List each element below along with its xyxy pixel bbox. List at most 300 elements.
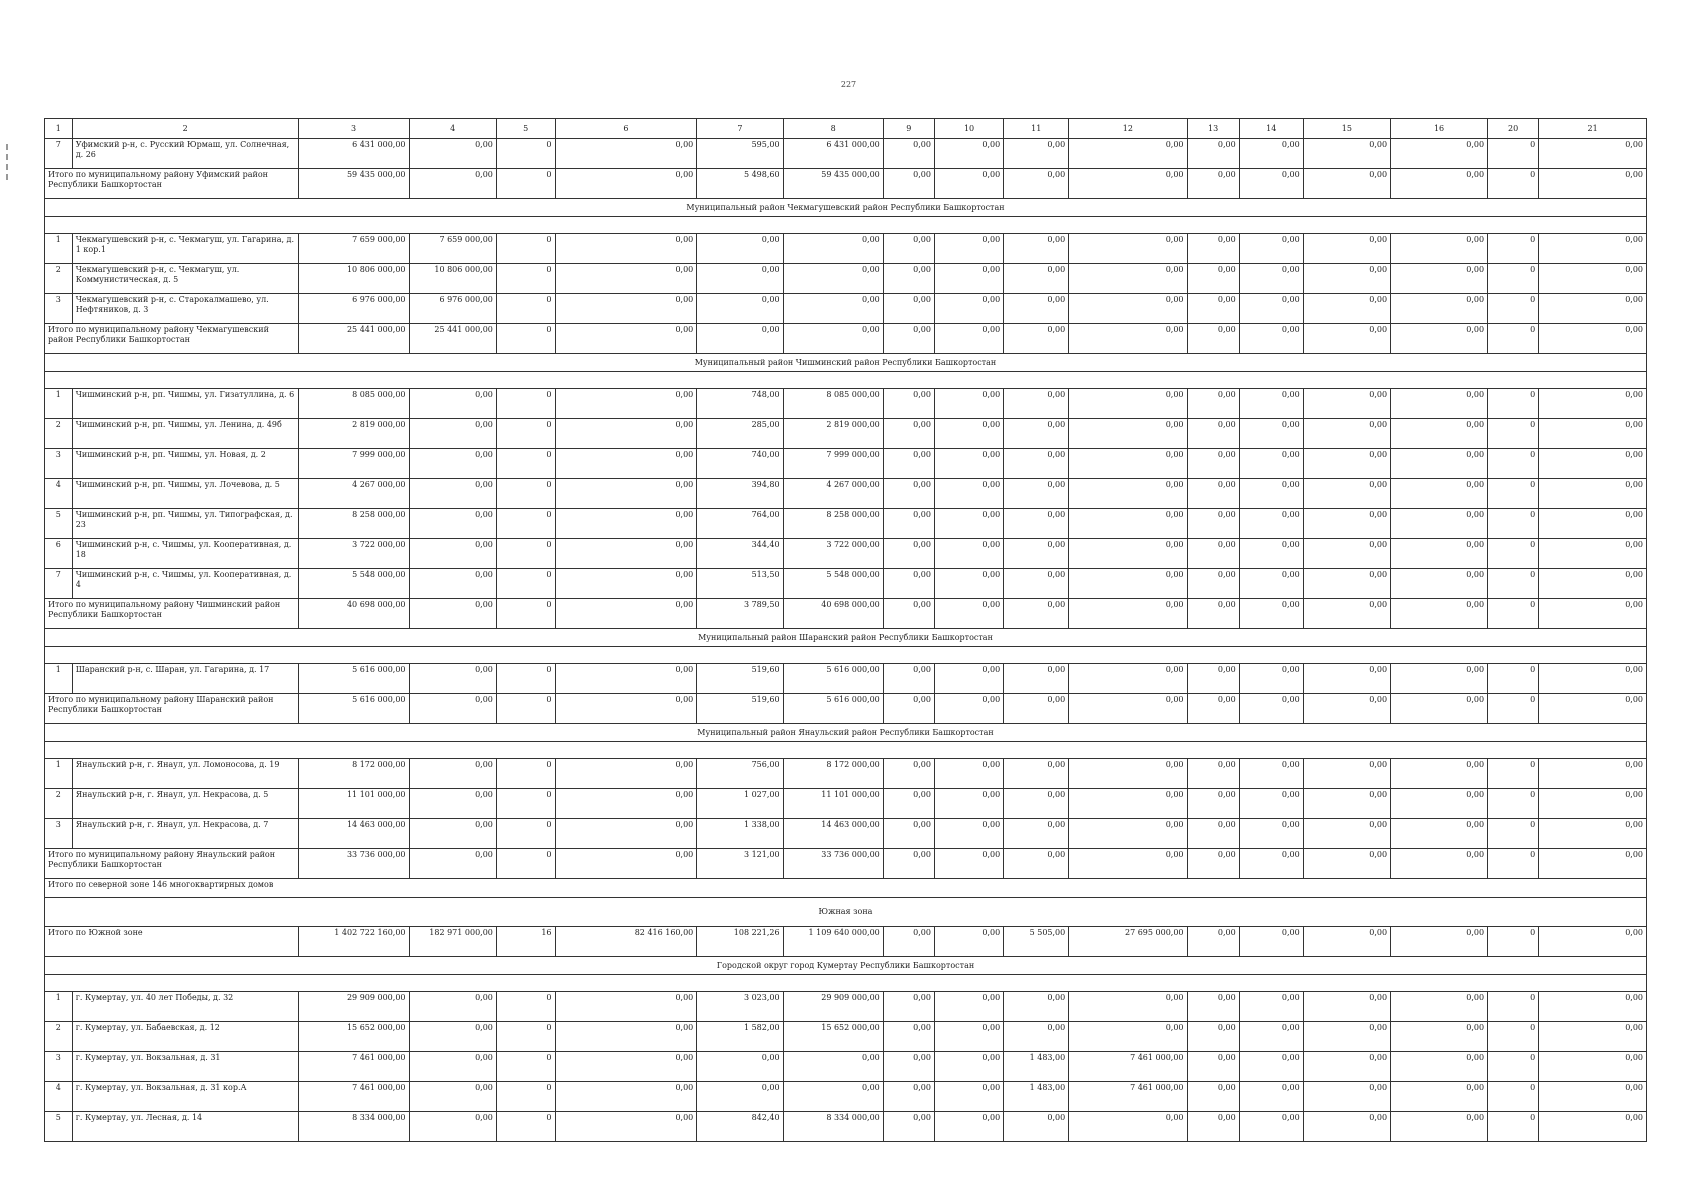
value-cell: 0,00 [1187,1022,1239,1052]
value-cell: 0,00 [555,509,697,539]
address-cell: г. Кумертау, ул. Вокзальная, д. 31 кор.А [72,1082,298,1112]
value-cell: 0,00 [1239,819,1303,849]
total-row [45,849,1647,879]
value-cell: 0,00 [883,234,934,264]
value-cell: 7 461 000,00 [298,1052,409,1082]
value-cell: 0,00 [1239,599,1303,629]
row-number: 5 [45,509,73,539]
value-cell: 11 101 000,00 [298,789,409,819]
value-cell: 0,00 [1391,927,1488,957]
column-number: 16 [1391,119,1488,139]
table-row [45,759,1647,789]
value-cell: 0,00 [1539,264,1647,294]
value-cell: 0,00 [783,294,883,324]
section-title: Муниципальный район Шаранский район Республики Башкортостан [45,629,1647,647]
value-cell: 0,00 [934,789,1003,819]
value-cell: 0,00 [1069,759,1187,789]
value-cell: 0 [1488,819,1539,849]
value-cell: 0 [496,234,555,264]
value-cell: 0,00 [1303,509,1390,539]
value-cell: 0 [1488,789,1539,819]
value-cell: 0,00 [409,1112,496,1142]
value-cell: 0,00 [1391,1022,1488,1052]
value-cell: 0,00 [1391,324,1488,354]
spacer-row [45,742,1647,759]
value-cell: 0,00 [1391,759,1488,789]
value-cell: 33 736 000,00 [298,849,409,879]
value-cell: 0 [496,449,555,479]
value-cell: 0,00 [883,569,934,599]
value-cell: 0,00 [1004,539,1069,569]
value-cell: 0 [496,1112,555,1142]
value-cell: 0,00 [1391,1112,1488,1142]
table-row [45,509,1647,539]
value-cell: 29 909 000,00 [783,992,883,1022]
column-number: 4 [409,119,496,139]
row-number: 6 [45,539,73,569]
value-cell: 0,00 [409,569,496,599]
value-cell: 0,00 [1069,449,1187,479]
value-cell: 27 695 000,00 [1069,927,1187,957]
value-cell: 0,00 [934,849,1003,879]
value-cell: 0,00 [1069,264,1187,294]
value-cell: 285,00 [697,419,783,449]
value-cell: 0,00 [783,264,883,294]
value-cell: 0,00 [1239,694,1303,724]
value-cell: 0,00 [1391,599,1488,629]
value-cell: 0,00 [409,1022,496,1052]
table-row [45,479,1647,509]
value-cell: 33 736 000,00 [783,849,883,879]
value-cell: 0,00 [883,449,934,479]
value-cell: 0,00 [934,759,1003,789]
value-cell: 15 652 000,00 [783,1022,883,1052]
section-header-row [45,957,1647,975]
value-cell: 0 [496,1022,555,1052]
value-cell: 0,00 [1391,1082,1488,1112]
value-cell: 0 [1488,849,1539,879]
value-cell: 0,00 [1187,694,1239,724]
value-cell: 0,00 [1187,389,1239,419]
value-cell: 0,00 [1239,539,1303,569]
value-cell: 0,00 [1069,509,1187,539]
value-cell: 0,00 [1187,1052,1239,1082]
value-cell: 2 819 000,00 [783,419,883,449]
value-cell: 0 [1488,992,1539,1022]
value-cell: 0,00 [1539,1052,1647,1082]
value-cell: 0,00 [1187,419,1239,449]
value-cell: 6 976 000,00 [409,294,496,324]
value-cell: 0,00 [883,759,934,789]
table-row [45,1022,1647,1052]
value-cell: 0,00 [1239,789,1303,819]
row-number: 2 [45,264,73,294]
value-cell: 519,60 [697,664,783,694]
value-cell: 0,00 [1239,389,1303,419]
spacer-cell [45,217,1647,234]
section-title: Муниципальный район Янаульский район Республики Башкортостан [45,724,1647,742]
address-cell: г. Кумертау, ул. Вокзальная, д. 31 [72,1052,298,1082]
value-cell: 0,00 [555,694,697,724]
value-cell: 59 435 000,00 [298,169,409,199]
scan-edge-marks [6,140,20,200]
value-cell: 0,00 [409,1082,496,1112]
value-cell: 0,00 [1004,849,1069,879]
zone-title: Южная зона [45,898,1647,927]
value-cell: 0,00 [1069,294,1187,324]
row-number: 1 [45,992,73,1022]
value-cell: 0 [496,1082,555,1112]
value-cell: 25 441 000,00 [298,324,409,354]
value-cell: 0 [1488,1112,1539,1142]
address-cell: Чишминский р-н, рп. Чишмы, ул. Лочевова, д. 5 [72,479,298,509]
value-cell: 0,00 [555,759,697,789]
value-cell: 1 483,00 [1004,1082,1069,1112]
value-cell: 5 498,60 [697,169,783,199]
total-row [45,324,1647,354]
value-cell: 0,00 [1303,449,1390,479]
value-cell: 29 909 000,00 [298,992,409,1022]
value-cell: 0,00 [409,599,496,629]
value-cell: 1 483,00 [1004,1052,1069,1082]
value-cell: 1 402 722 160,00 [298,927,409,957]
value-cell: 0,00 [1539,1082,1647,1112]
value-cell: 59 435 000,00 [783,169,883,199]
table-row [45,139,1647,169]
value-cell: 764,00 [697,509,783,539]
value-cell: 0,00 [1069,419,1187,449]
value-cell: 0,00 [555,294,697,324]
value-cell: 0 [1488,927,1539,957]
value-cell: 0,00 [1069,849,1187,879]
value-cell: 0,00 [1539,509,1647,539]
table-row [45,789,1647,819]
value-cell: 0,00 [883,509,934,539]
value-cell: 0,00 [783,324,883,354]
value-cell: 0,00 [883,264,934,294]
value-cell: 0 [1488,759,1539,789]
value-cell: 0,00 [1539,479,1647,509]
value-cell: 0,00 [1303,1082,1390,1112]
spacer-row [45,217,1647,234]
value-cell: 1 338,00 [697,819,783,849]
value-cell: 0,00 [883,927,934,957]
value-cell: 0,00 [934,992,1003,1022]
value-cell: 0,00 [934,324,1003,354]
value-cell: 0 [1488,294,1539,324]
value-cell: 0,00 [1391,819,1488,849]
value-cell: 0,00 [883,599,934,629]
value-cell: 0,00 [1391,264,1488,294]
value-cell: 0,00 [1004,264,1069,294]
value-cell: 0,00 [1004,169,1069,199]
value-cell: 0,00 [1239,992,1303,1022]
column-number-header [45,119,1647,139]
value-cell: 0,00 [555,664,697,694]
value-cell: 0 [496,264,555,294]
column-number: 12 [1069,119,1187,139]
value-cell: 0,00 [1239,449,1303,479]
value-cell: 8 258 000,00 [783,509,883,539]
value-cell: 0 [496,694,555,724]
value-cell: 0 [496,294,555,324]
value-cell: 0,00 [1239,849,1303,879]
value-cell: 0,00 [1303,759,1390,789]
table-row [45,819,1647,849]
value-cell: 0 [496,664,555,694]
value-cell: 748,00 [697,389,783,419]
row-number: 7 [45,569,73,599]
value-cell: 0,00 [1069,234,1187,264]
value-cell: 0,00 [1303,324,1390,354]
summary-label: Итого по северной зоне 146 многоквартирных домов [45,879,1647,898]
column-number: 15 [1303,119,1390,139]
total-row [45,599,1647,629]
value-cell: 0,00 [883,664,934,694]
value-cell: 0,00 [1239,509,1303,539]
value-cell: 0 [1488,139,1539,169]
value-cell: 0,00 [1539,599,1647,629]
value-cell: 7 659 000,00 [298,234,409,264]
value-cell: 7 461 000,00 [298,1082,409,1112]
value-cell: 0,00 [1239,664,1303,694]
value-cell: 0,00 [555,449,697,479]
section-header-row [45,629,1647,647]
value-cell: 6 431 000,00 [298,139,409,169]
table-row [45,264,1647,294]
column-number: 2 [72,119,298,139]
value-cell: 0,00 [409,169,496,199]
column-number: 3 [298,119,409,139]
value-cell: 0 [1488,1052,1539,1082]
value-cell: 0,00 [883,539,934,569]
value-cell: 0 [1488,479,1539,509]
total-label: Итого по Южной зоне [45,927,299,957]
value-cell: 0 [496,389,555,419]
value-cell: 0,00 [1391,569,1488,599]
value-cell: 5 548 000,00 [298,569,409,599]
value-cell: 0,00 [409,694,496,724]
address-cell: Чишминский р-н, с. Чишмы, ул. Кооперативная, д. 18 [72,539,298,569]
value-cell: 0,00 [1303,992,1390,1022]
value-cell: 7 659 000,00 [409,234,496,264]
value-cell: 0,00 [1303,479,1390,509]
column-number: 5 [496,119,555,139]
value-cell: 0,00 [555,599,697,629]
value-cell: 0,00 [934,1052,1003,1082]
value-cell: 0,00 [555,139,697,169]
value-cell: 1 027,00 [697,789,783,819]
value-cell: 0,00 [1069,479,1187,509]
column-number: 6 [555,119,697,139]
value-cell: 0,00 [1239,1112,1303,1142]
value-cell: 0,00 [1391,849,1488,879]
value-cell: 0,00 [1004,992,1069,1022]
value-cell: 10 806 000,00 [409,264,496,294]
value-cell: 2 819 000,00 [298,419,409,449]
value-cell: 0,00 [697,1052,783,1082]
value-cell: 0,00 [1187,927,1239,957]
value-cell: 0,00 [1239,759,1303,789]
value-cell: 0,00 [934,664,1003,694]
value-cell: 0,00 [1391,1052,1488,1082]
value-cell: 595,00 [697,139,783,169]
section-header-row [45,354,1647,372]
value-cell: 0,00 [1539,849,1647,879]
value-cell: 0,00 [1391,992,1488,1022]
value-cell: 0,00 [934,1112,1003,1142]
value-cell: 0,00 [555,479,697,509]
value-cell: 3 722 000,00 [298,539,409,569]
value-cell: 0,00 [1004,234,1069,264]
value-cell: 8 172 000,00 [783,759,883,789]
section-title: Городской округ город Кумертау Республики Башкортостан [45,957,1647,975]
value-cell: 0,00 [1303,664,1390,694]
value-cell: 0,00 [1069,664,1187,694]
value-cell: 0,00 [555,569,697,599]
value-cell: 0,00 [1303,1022,1390,1052]
value-cell: 0,00 [1187,449,1239,479]
value-cell: 0,00 [697,294,783,324]
address-cell: Чекмагушевский р-н, с. Чекмагуш, ул. Коммунистическая, д. 5 [72,264,298,294]
row-number: 1 [45,759,73,789]
value-cell: 0,00 [1187,849,1239,879]
value-cell: 25 441 000,00 [409,324,496,354]
value-cell: 0,00 [934,569,1003,599]
value-cell: 0,00 [697,234,783,264]
value-cell: 0,00 [883,849,934,879]
value-cell: 0,00 [934,539,1003,569]
value-cell: 0 [496,992,555,1022]
value-cell: 0,00 [1391,539,1488,569]
value-cell: 0,00 [1004,759,1069,789]
value-cell: 0,00 [1391,234,1488,264]
spacer-cell [45,975,1647,992]
value-cell: 0,00 [934,509,1003,539]
value-cell: 0 [1488,419,1539,449]
value-cell: 0,00 [1004,694,1069,724]
value-cell: 0,00 [1539,759,1647,789]
address-cell: г. Кумертау, ул. 40 лет Победы, д. 32 [72,992,298,1022]
value-cell: 0 [496,849,555,879]
value-cell: 0,00 [1391,169,1488,199]
value-cell: 8 172 000,00 [298,759,409,789]
value-cell: 0,00 [1539,169,1647,199]
value-cell: 0,00 [1391,694,1488,724]
value-cell: 394,80 [697,479,783,509]
row-number: 2 [45,789,73,819]
value-cell: 0,00 [1539,419,1647,449]
value-cell: 15 652 000,00 [298,1022,409,1052]
value-cell: 842,40 [697,1112,783,1142]
value-cell: 0,00 [1187,324,1239,354]
value-cell: 0,00 [555,324,697,354]
value-cell: 0,00 [1187,599,1239,629]
table-row [45,234,1647,264]
value-cell: 82 416 160,00 [555,927,697,957]
value-cell: 0,00 [1069,139,1187,169]
value-cell: 0 [496,509,555,539]
value-cell: 0 [1488,539,1539,569]
value-cell: 0,00 [1539,539,1647,569]
spacer-row [45,975,1647,992]
value-cell: 0 [496,324,555,354]
value-cell: 5 616 000,00 [783,694,883,724]
value-cell: 0,00 [1391,139,1488,169]
value-cell: 740,00 [697,449,783,479]
value-cell: 0,00 [1187,992,1239,1022]
section-header-row [45,724,1647,742]
value-cell: 5 548 000,00 [783,569,883,599]
row-number: 4 [45,479,73,509]
value-cell: 0,00 [555,419,697,449]
value-cell: 4 267 000,00 [298,479,409,509]
value-cell: 40 698 000,00 [298,599,409,629]
row-number: 1 [45,389,73,419]
value-cell: 0,00 [1239,1082,1303,1112]
value-cell: 0,00 [1303,419,1390,449]
value-cell: 0,00 [1391,479,1488,509]
value-cell: 0 [1488,449,1539,479]
value-cell: 0,00 [1069,1022,1187,1052]
value-cell: 0,00 [409,449,496,479]
value-cell: 0,00 [409,819,496,849]
value-cell: 0,00 [934,1022,1003,1052]
value-cell: 0,00 [934,927,1003,957]
value-cell: 0 [496,1052,555,1082]
column-number: 10 [934,119,1003,139]
value-cell: 0,00 [1069,1112,1187,1142]
table-row [45,389,1647,419]
spacer-row [45,372,1647,389]
value-cell: 0,00 [934,819,1003,849]
value-cell: 0,00 [1004,1112,1069,1142]
summary-row [45,879,1647,898]
value-cell: 0,00 [409,1052,496,1082]
value-cell: 0,00 [1303,1112,1390,1142]
value-cell: 0,00 [1069,694,1187,724]
value-cell: 0,00 [555,234,697,264]
value-cell: 0,00 [1187,569,1239,599]
value-cell: 0,00 [934,599,1003,629]
value-cell: 0 [1488,1022,1539,1052]
section-title: Муниципальный район Чекмагушевский район Республики Башкортостан [45,199,1647,217]
table-row [45,449,1647,479]
value-cell: 0,00 [1004,449,1069,479]
value-cell: 0,00 [1187,509,1239,539]
value-cell: 0,00 [555,789,697,819]
value-cell: 0,00 [883,169,934,199]
row-number: 7 [45,139,73,169]
value-cell: 0,00 [1069,819,1187,849]
value-cell: 0,00 [1303,599,1390,629]
value-cell: 0,00 [1069,599,1187,629]
value-cell: 0,00 [1239,139,1303,169]
value-cell: 0,00 [1391,789,1488,819]
value-cell: 0,00 [883,1022,934,1052]
value-cell: 0,00 [883,479,934,509]
column-number: 7 [697,119,783,139]
value-cell: 3 789,50 [697,599,783,629]
value-cell: 0,00 [409,992,496,1022]
row-number: 1 [45,234,73,264]
value-cell: 0,00 [1004,509,1069,539]
value-cell: 0,00 [1303,789,1390,819]
value-cell: 0,00 [883,992,934,1022]
value-cell: 0,00 [409,139,496,169]
total-row [45,927,1647,957]
value-cell: 0,00 [1004,419,1069,449]
